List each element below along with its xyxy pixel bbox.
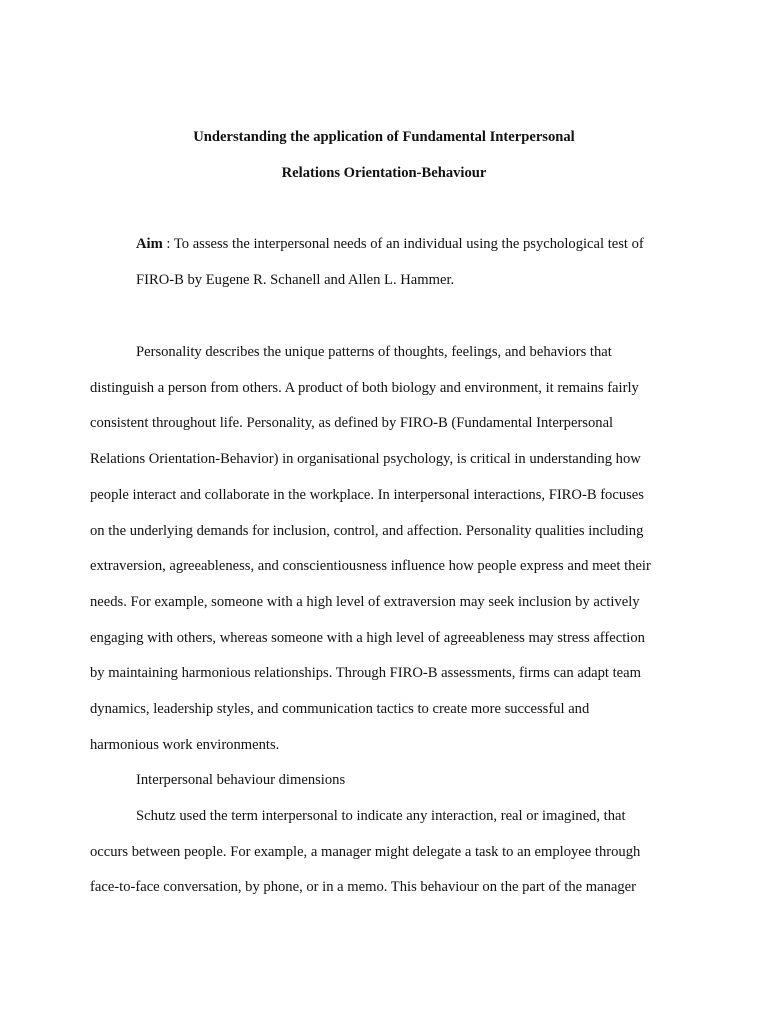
paragraph1-line: dynamics, leadership styles, and communication tactics to create more successful and (90, 701, 590, 717)
document-title-line-2: Relations Orientation-Behaviour (281, 165, 487, 181)
paragraph1-line: people interact and collaborate in the workplace. In interpersonal interactions, FIRO-B focuses (90, 487, 644, 503)
paragraph2-line: occurs between people. For example, a manager might delegate a task to an employee through (90, 844, 641, 860)
paragraph2-line: face-to-face conversation, by phone, or in a memo. This behaviour on the part of the manager (90, 879, 636, 895)
paragraph1-line: consistent throughout life. Personality, as defined by FIRO-B (Fundamental Interpersonal (90, 415, 614, 431)
paragraph1-line: Personality describes the unique patterns of thoughts, feelings, and behaviors that (136, 344, 612, 360)
aim-text: : To assess the interpersonal needs of an individual using the psychological test of (162, 236, 644, 252)
paragraph1-line: Relations Orientation-Behavior) in organisational psychology, is critical in understanding how (90, 451, 641, 467)
section-heading: Interpersonal behaviour dimensions (136, 772, 346, 788)
paragraph1-line: harmonious work environments. (90, 737, 280, 753)
paragraph1-line: needs. For example, someone with a high level of extraversion may seek inclusion by actively (90, 594, 640, 610)
paragraph1-line: by maintaining harmonious relationships. Through FIRO-B assessments, firms can adapt team (90, 665, 641, 681)
aim-line-2: FIRO-B by Eugene R. Schanell and Allen L. Hammer. (136, 272, 455, 288)
paragraph1-line: extraversion, agreeableness, and conscientiousness influence how people express and meet their (90, 558, 651, 574)
aim-label: Aim (136, 236, 163, 252)
paragraph1-line: distinguish a person from others. A product of both biology and environment, it remains fairly (90, 380, 639, 396)
paragraph1-line: engaging with others, whereas someone with a high level of agreeableness may stress affection (90, 630, 645, 646)
paragraph2-line: Schutz used the term interpersonal to indicate any interaction, real or imagined, that (136, 808, 626, 824)
paragraph1-line: on the underlying demands for inclusion, control, and affection. Personality qualities including (90, 523, 644, 539)
document-title-line-1: Understanding the application of Fundamental Interpersonal (193, 129, 575, 145)
aim-line-1 (136, 234, 644, 254)
